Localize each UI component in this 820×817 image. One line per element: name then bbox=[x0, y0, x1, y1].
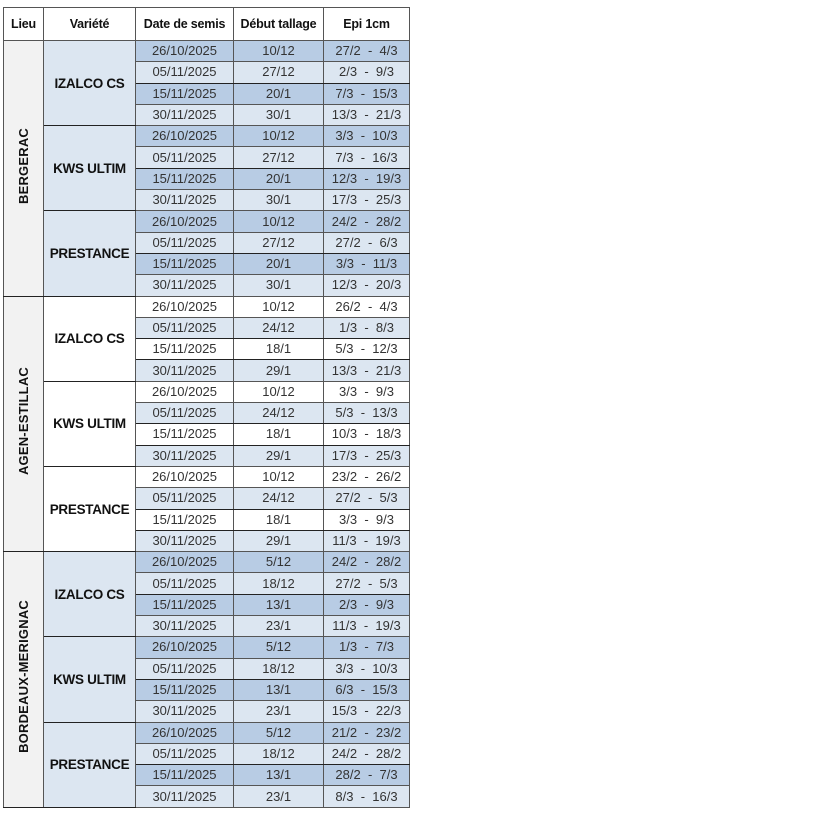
header-date-semis: Date de semis bbox=[136, 8, 234, 41]
debut-tallage-cell: 18/1 bbox=[234, 339, 324, 360]
epi-1cm-cell: 10/3 - 18/3 bbox=[324, 424, 410, 445]
epi-1cm-cell: 3/3 - 10/3 bbox=[324, 126, 410, 147]
debut-tallage-cell: 29/1 bbox=[234, 530, 324, 551]
epi-1cm-cell: 8/3 - 16/3 bbox=[324, 786, 410, 807]
date-semis-cell: 15/11/2025 bbox=[136, 594, 234, 615]
date-semis-cell: 26/10/2025 bbox=[136, 381, 234, 402]
debut-tallage-cell: 24/12 bbox=[234, 488, 324, 509]
date-semis-cell: 30/11/2025 bbox=[136, 190, 234, 211]
debut-tallage-cell: 5/12 bbox=[234, 637, 324, 658]
debut-tallage-cell: 23/1 bbox=[234, 616, 324, 637]
date-semis-cell: 30/11/2025 bbox=[136, 616, 234, 637]
date-semis-cell: 26/10/2025 bbox=[136, 722, 234, 743]
debut-tallage-cell: 10/12 bbox=[234, 381, 324, 402]
epi-1cm-cell: 5/3 - 13/3 bbox=[324, 403, 410, 424]
date-semis-cell: 15/11/2025 bbox=[136, 509, 234, 530]
debut-tallage-cell: 10/12 bbox=[234, 126, 324, 147]
variete-cell: IZALCO CS bbox=[44, 296, 136, 381]
debut-tallage-cell: 10/12 bbox=[234, 41, 324, 62]
epi-1cm-cell: 27/2 - 5/3 bbox=[324, 488, 410, 509]
debut-tallage-cell: 18/1 bbox=[234, 424, 324, 445]
epi-1cm-cell: 13/3 - 21/3 bbox=[324, 360, 410, 381]
variete-cell: KWS ULTIM bbox=[44, 381, 136, 466]
debut-tallage-cell: 18/12 bbox=[234, 658, 324, 679]
epi-1cm-cell: 3/3 - 10/3 bbox=[324, 658, 410, 679]
epi-1cm-cell: 13/3 - 21/3 bbox=[324, 104, 410, 125]
date-semis-cell: 26/10/2025 bbox=[136, 126, 234, 147]
header-epi-1cm: Epi 1cm bbox=[324, 8, 410, 41]
header-row bbox=[4, 8, 410, 41]
epi-1cm-cell: 7/3 - 16/3 bbox=[324, 147, 410, 168]
debut-tallage-cell: 18/12 bbox=[234, 743, 324, 764]
epi-1cm-cell: 3/3 - 9/3 bbox=[324, 509, 410, 530]
epi-1cm-cell: 3/3 - 9/3 bbox=[324, 381, 410, 402]
date-semis-cell: 15/11/2025 bbox=[136, 83, 234, 104]
debut-tallage-cell: 29/1 bbox=[234, 445, 324, 466]
debut-tallage-cell: 27/12 bbox=[234, 232, 324, 253]
epi-1cm-cell: 24/2 - 28/2 bbox=[324, 743, 410, 764]
debut-tallage-cell: 30/1 bbox=[234, 275, 324, 296]
date-semis-cell: 05/11/2025 bbox=[136, 488, 234, 509]
lieu-label: AGEN-ESTILLAC bbox=[16, 367, 31, 476]
date-semis-cell: 15/11/2025 bbox=[136, 339, 234, 360]
debut-tallage-cell: 27/12 bbox=[234, 62, 324, 83]
table-row bbox=[4, 466, 410, 487]
lieu-cell bbox=[4, 552, 44, 808]
table-row bbox=[4, 296, 410, 317]
epi-1cm-cell: 11/3 - 19/3 bbox=[324, 530, 410, 551]
epi-1cm-cell: 2/3 - 9/3 bbox=[324, 594, 410, 615]
header-debut-tallage: Début tallage bbox=[234, 8, 324, 41]
variete-cell: PRESTANCE bbox=[44, 211, 136, 296]
date-semis-cell: 05/11/2025 bbox=[136, 658, 234, 679]
date-semis-cell: 26/10/2025 bbox=[136, 296, 234, 317]
table-body bbox=[4, 41, 410, 808]
debut-tallage-cell: 13/1 bbox=[234, 765, 324, 786]
date-semis-cell: 30/11/2025 bbox=[136, 701, 234, 722]
epi-1cm-cell: 23/2 - 26/2 bbox=[324, 466, 410, 487]
debut-tallage-cell: 20/1 bbox=[234, 83, 324, 104]
epi-1cm-cell: 27/2 - 6/3 bbox=[324, 232, 410, 253]
epi-1cm-cell: 1/3 - 7/3 bbox=[324, 637, 410, 658]
debut-tallage-cell: 24/12 bbox=[234, 317, 324, 338]
date-semis-cell: 26/10/2025 bbox=[136, 211, 234, 232]
debut-tallage-cell: 18/1 bbox=[234, 509, 324, 530]
debut-tallage-cell: 20/1 bbox=[234, 253, 324, 274]
epi-1cm-cell: 12/3 - 20/3 bbox=[324, 275, 410, 296]
epi-1cm-cell: 17/3 - 25/3 bbox=[324, 190, 410, 211]
date-semis-cell: 05/11/2025 bbox=[136, 317, 234, 338]
date-semis-cell: 05/11/2025 bbox=[136, 62, 234, 83]
epi-1cm-cell: 12/3 - 19/3 bbox=[324, 168, 410, 189]
epi-1cm-cell: 11/3 - 19/3 bbox=[324, 616, 410, 637]
debut-tallage-cell: 13/1 bbox=[234, 594, 324, 615]
date-semis-cell: 15/11/2025 bbox=[136, 424, 234, 445]
date-semis-cell: 05/11/2025 bbox=[136, 573, 234, 594]
header-lieu: Lieu bbox=[4, 8, 44, 41]
table-row bbox=[4, 126, 410, 147]
date-semis-cell: 30/11/2025 bbox=[136, 360, 234, 381]
epi-1cm-cell: 27/2 - 5/3 bbox=[324, 573, 410, 594]
variete-cell: KWS ULTIM bbox=[44, 637, 136, 722]
variete-cell: IZALCO CS bbox=[44, 41, 136, 126]
epi-1cm-cell: 28/2 - 7/3 bbox=[324, 765, 410, 786]
debut-tallage-cell: 20/1 bbox=[234, 168, 324, 189]
epi-1cm-cell: 27/2 - 4/3 bbox=[324, 41, 410, 62]
table-row bbox=[4, 637, 410, 658]
date-semis-cell: 15/11/2025 bbox=[136, 765, 234, 786]
epi-1cm-cell: 17/3 - 25/3 bbox=[324, 445, 410, 466]
epi-1cm-cell: 5/3 - 12/3 bbox=[324, 339, 410, 360]
date-semis-cell: 05/11/2025 bbox=[136, 232, 234, 253]
date-semis-cell: 05/11/2025 bbox=[136, 403, 234, 424]
epi-1cm-cell: 7/3 - 15/3 bbox=[324, 83, 410, 104]
debut-tallage-cell: 10/12 bbox=[234, 211, 324, 232]
variete-cell: PRESTANCE bbox=[44, 466, 136, 551]
debut-tallage-cell: 10/12 bbox=[234, 466, 324, 487]
epi-1cm-cell: 24/2 - 28/2 bbox=[324, 211, 410, 232]
debut-tallage-cell: 27/12 bbox=[234, 147, 324, 168]
date-semis-cell: 05/11/2025 bbox=[136, 743, 234, 764]
epi-1cm-cell: 24/2 - 28/2 bbox=[324, 552, 410, 573]
epi-1cm-cell: 21/2 - 23/2 bbox=[324, 722, 410, 743]
date-semis-cell: 30/11/2025 bbox=[136, 786, 234, 807]
date-semis-cell: 30/11/2025 bbox=[136, 445, 234, 466]
epi-1cm-cell: 6/3 - 15/3 bbox=[324, 679, 410, 700]
date-semis-cell: 15/11/2025 bbox=[136, 679, 234, 700]
lieu-cell bbox=[4, 41, 44, 297]
table-row bbox=[4, 211, 410, 232]
epi-1cm-cell: 1/3 - 8/3 bbox=[324, 317, 410, 338]
debut-tallage-cell: 23/1 bbox=[234, 786, 324, 807]
epi-1cm-cell: 2/3 - 9/3 bbox=[324, 62, 410, 83]
debut-tallage-cell: 5/12 bbox=[234, 552, 324, 573]
debut-tallage-cell: 29/1 bbox=[234, 360, 324, 381]
debut-tallage-cell: 30/1 bbox=[234, 104, 324, 125]
variete-cell: IZALCO CS bbox=[44, 552, 136, 637]
variete-cell: KWS ULTIM bbox=[44, 126, 136, 211]
date-semis-cell: 15/11/2025 bbox=[136, 168, 234, 189]
date-semis-cell: 26/10/2025 bbox=[136, 637, 234, 658]
debut-tallage-cell: 13/1 bbox=[234, 679, 324, 700]
lieu-cell bbox=[4, 296, 44, 552]
date-semis-cell: 30/11/2025 bbox=[136, 530, 234, 551]
debut-tallage-cell: 5/12 bbox=[234, 722, 324, 743]
debut-tallage-cell: 30/1 bbox=[234, 190, 324, 211]
date-semis-cell: 26/10/2025 bbox=[136, 466, 234, 487]
epi-1cm-cell: 3/3 - 11/3 bbox=[324, 253, 410, 274]
table-row bbox=[4, 381, 410, 402]
epi-1cm-cell: 26/2 - 4/3 bbox=[324, 296, 410, 317]
phenology-table bbox=[3, 7, 410, 808]
lieu-label: BORDEAUX-MERIGNAC bbox=[16, 600, 31, 754]
debut-tallage-cell: 23/1 bbox=[234, 701, 324, 722]
variete-cell: PRESTANCE bbox=[44, 722, 136, 807]
table-row bbox=[4, 722, 410, 743]
debut-tallage-cell: 10/12 bbox=[234, 296, 324, 317]
epi-1cm-cell: 15/3 - 22/3 bbox=[324, 701, 410, 722]
debut-tallage-cell: 24/12 bbox=[234, 403, 324, 424]
lieu-label: BERGERAC bbox=[16, 127, 31, 204]
date-semis-cell: 26/10/2025 bbox=[136, 41, 234, 62]
date-semis-cell: 05/11/2025 bbox=[136, 147, 234, 168]
header-variete: Variété bbox=[44, 8, 136, 41]
table-row bbox=[4, 552, 410, 573]
debut-tallage-cell: 18/12 bbox=[234, 573, 324, 594]
table-row bbox=[4, 41, 410, 62]
date-semis-cell: 15/11/2025 bbox=[136, 253, 234, 274]
date-semis-cell: 26/10/2025 bbox=[136, 552, 234, 573]
date-semis-cell: 30/11/2025 bbox=[136, 275, 234, 296]
date-semis-cell: 30/11/2025 bbox=[136, 104, 234, 125]
